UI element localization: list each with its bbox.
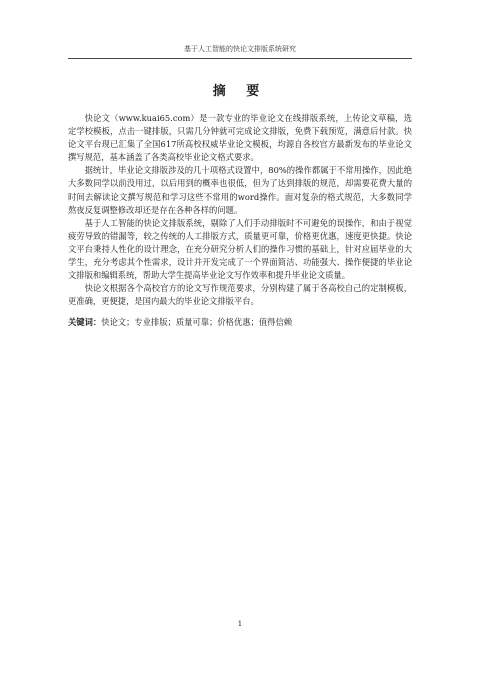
running-header: 基于人工智能的快论文排版系统研究 [184, 45, 296, 53]
abstract-body [68, 112, 412, 330]
page-number: 1 [237, 620, 243, 628]
keywords-line [68, 316, 412, 329]
keywords-text: 快论文；专业排版；质量可靠；价格优惠；值得信赖 [101, 317, 293, 328]
abstract-paragraph-2: 据统计，毕业论文排版涉及的几十项格式设置中，80%的操作都属于不常用操作，因此绝大多数同学以前没用过，以后用到的概率也很低，但为了达到排版的规范，却需要花费大量的时间去解读论文撰写规范和学习这些不常用的word操作。面对复杂的格式规范，大多数同学熬夜反复调整修改却还是存在各种各样的问题。 [68, 165, 412, 215]
abstract-paragraph-4: 快论文根据各个高校官方的论文写作规范要求，分别构建了属于各高校自己的定制模板，更准确，更便捷，是国内最大的毕业论文排版平台。 [68, 283, 412, 307]
keywords-label: 关键词： [68, 317, 102, 328]
abstract-title: 摘 要 [212, 84, 268, 99]
abstract-paragraph-1: 快论文（www.kuai65.com）是一款专业的毕业论文在线排版系统，上传论文草稿，选定学校模板，点击一键排版，只需几分钟就可完成论文排版，免费下载预览，满意后付款。快论文平台现已汇集了全国617所高校权威毕业论文模板，均源自各校官方最新发布的毕业论文撰写规范，基本涵盖了各类高校毕业论文格式要求。 [68, 113, 412, 163]
abstract-paragraph-3: 基于人工智能的快论文排版系统，剔除了人们手动排版时不可避免的误操作，和由于视觉疲劳导致的错漏等，较之传统的人工排版方式，质量更可靠，价格更优惠，速度更快捷。快论文平台秉持人性化的设计理念，在充分研究分析人们的操作习惯的基础上，针对应届毕业的大学生，充分考虑其个性需求，设计并开发完成了一个界面简洁、功能强大、操作便捷的毕业论文排版和编辑系统，帮助大学生提高毕业论文写作效率和提升毕业论文质量。 [68, 217, 412, 281]
header-rule [68, 58, 412, 59]
